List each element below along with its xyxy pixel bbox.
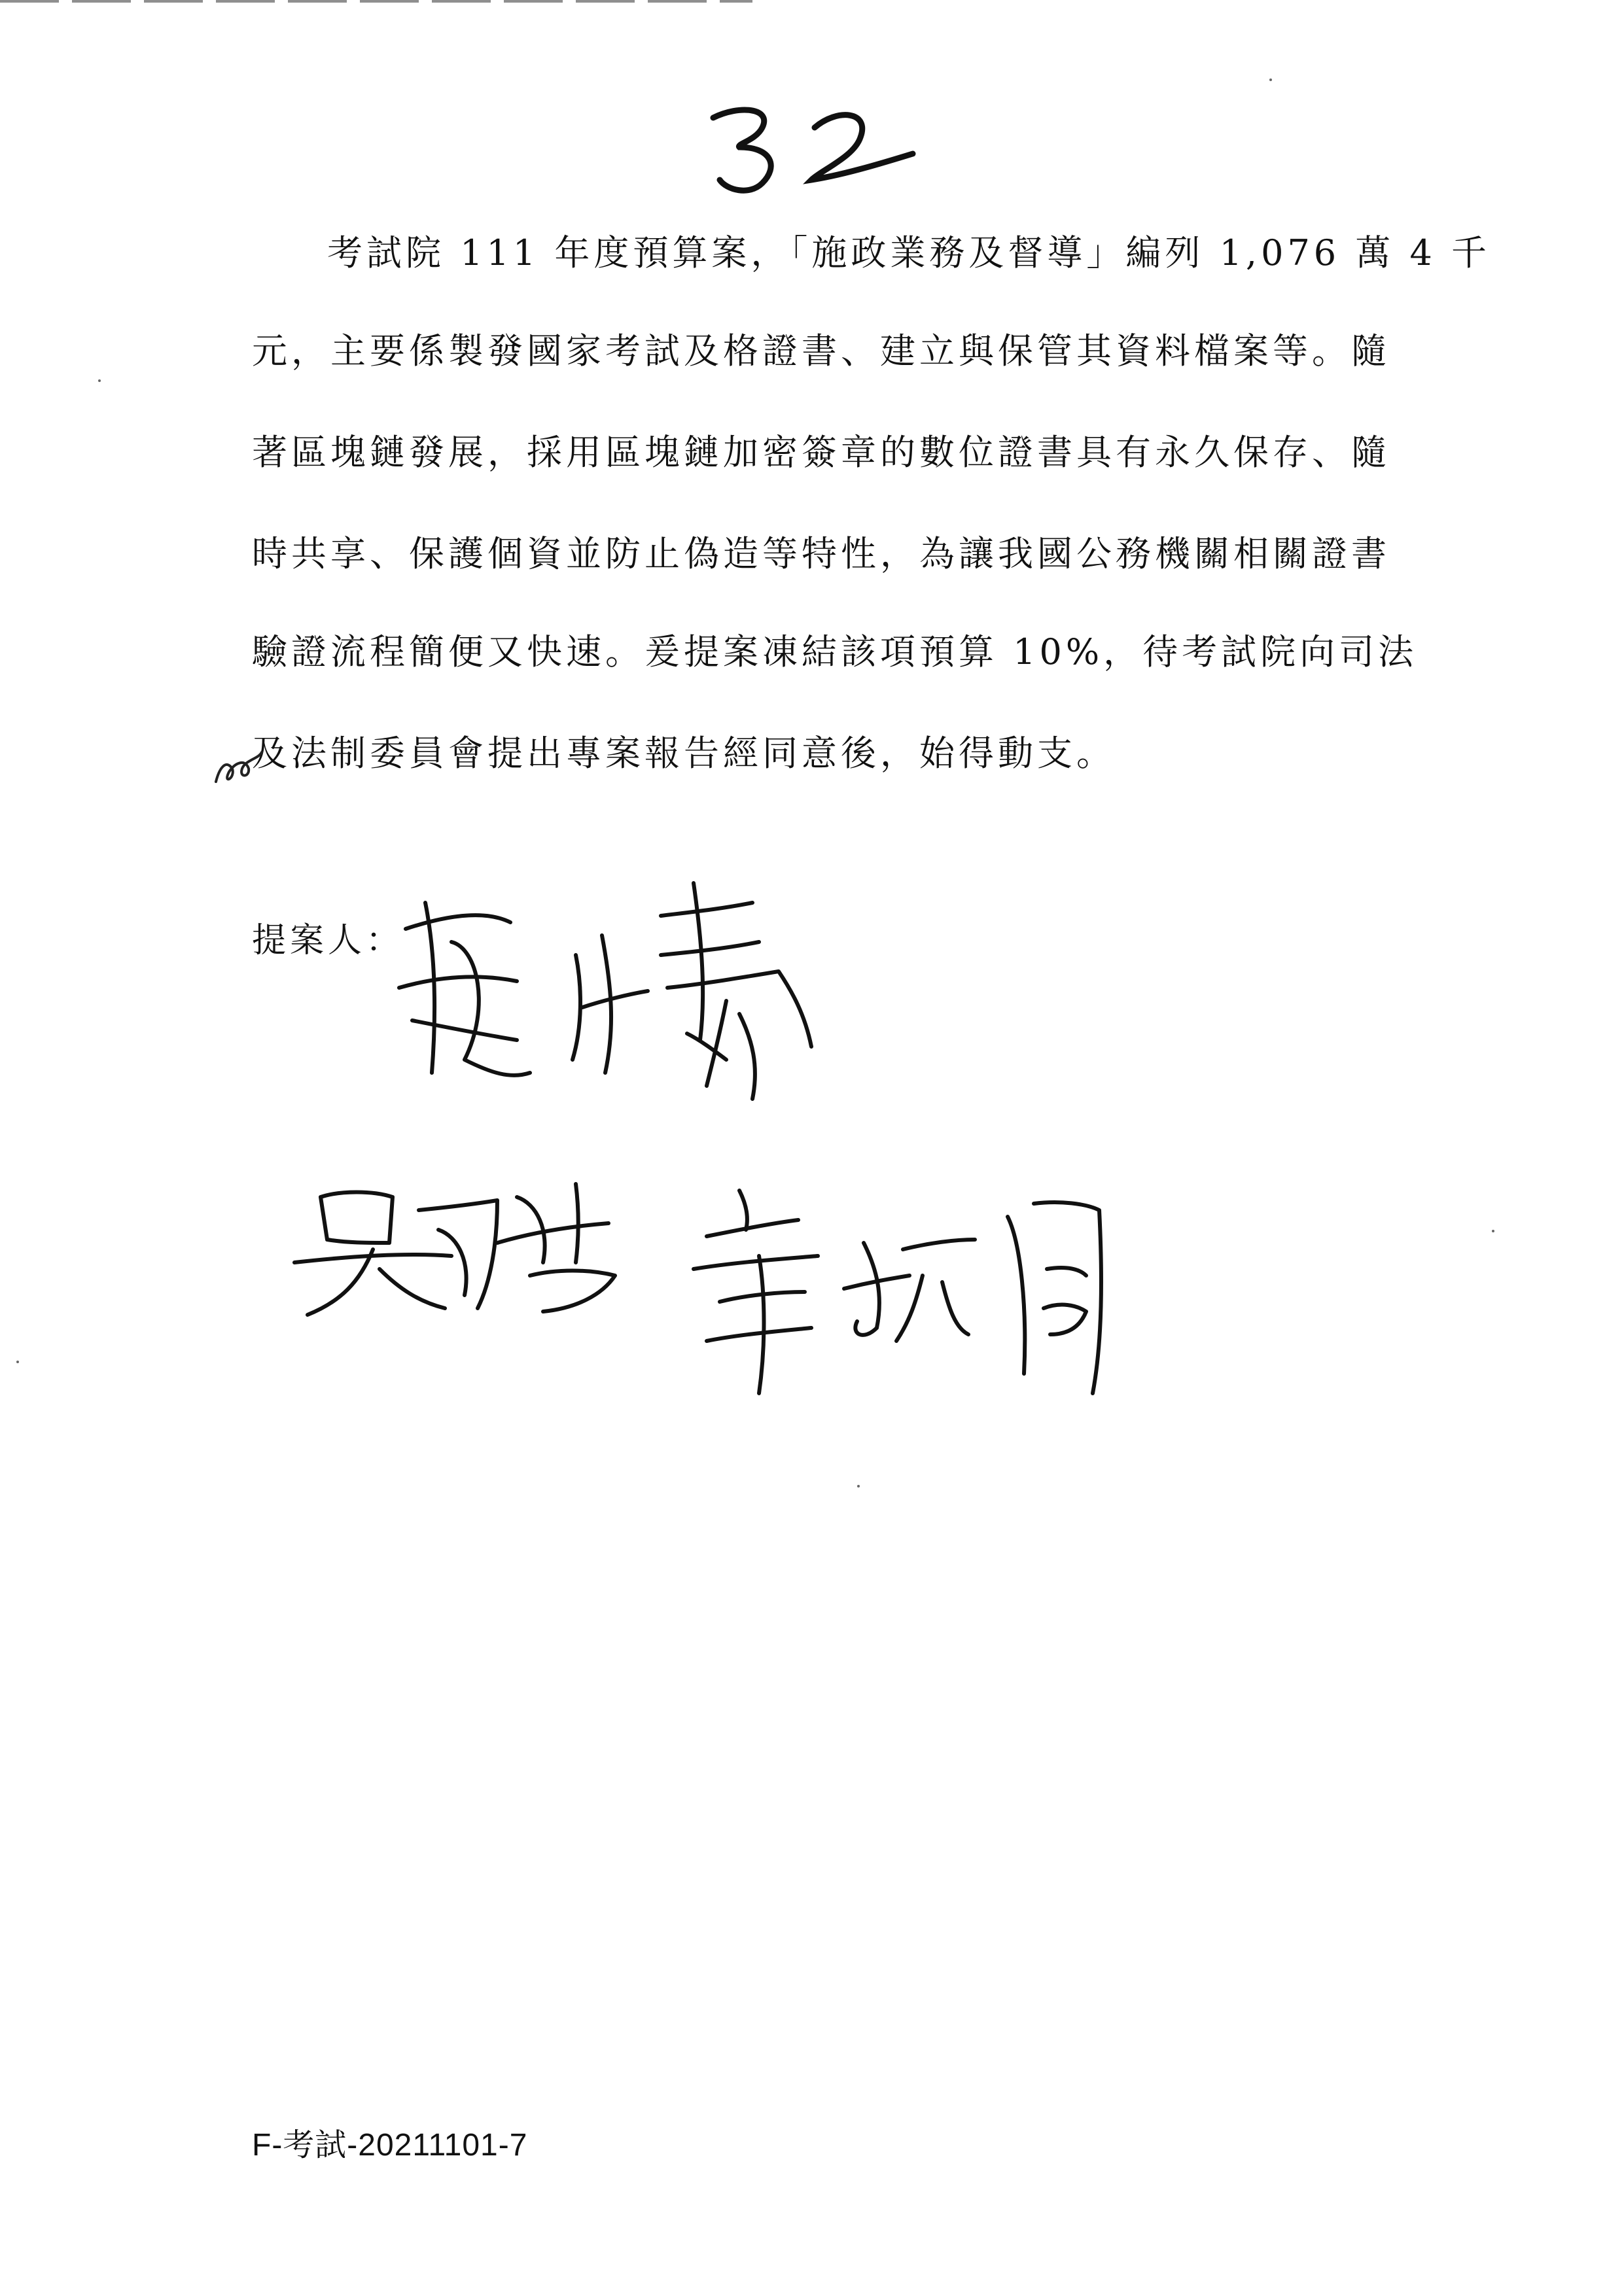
scan-edge-artifact <box>0 0 752 3</box>
scan-speck <box>98 379 101 382</box>
body-text-line: 時共享、保護個資並防止偽造等特性，為讓我國公務機關相關證書 <box>252 533 1390 574</box>
scan-speck <box>1492 1230 1494 1232</box>
handwritten-page-number <box>700 92 923 203</box>
signature-3 <box>667 1177 1125 1413</box>
scan-speck <box>1269 78 1272 81</box>
margin-handwritten-mark <box>209 733 268 791</box>
body-text-line: 元，主要係製發國家考試及格證書、建立與保管其資料檔案等。隨 <box>252 330 1390 372</box>
proposer-label: 提案人： <box>252 921 404 960</box>
signature-2 <box>281 1171 648 1328</box>
scan-speck <box>857 1485 860 1487</box>
body-text-line: 考試院 111 年度預算案，「施政業務及督導」編列 1,076 萬 4 千 <box>327 232 1491 273</box>
body-text-line: 著區塊鏈發展，採用區塊鏈加密簽章的數位證書具有永久保存、隨 <box>252 432 1390 473</box>
document-code: F-考試-20211101-7 <box>252 2128 528 2163</box>
body-text-line: 驗證流程簡便又快速。爰提案凍結該項預算 10%，待考試院向司法 <box>252 631 1418 672</box>
signature-1 <box>386 877 844 1112</box>
scan-speck <box>16 1361 19 1363</box>
body-text-line: 及法制委員會提出專案報告經同意後，始得動支。 <box>252 733 1116 774</box>
